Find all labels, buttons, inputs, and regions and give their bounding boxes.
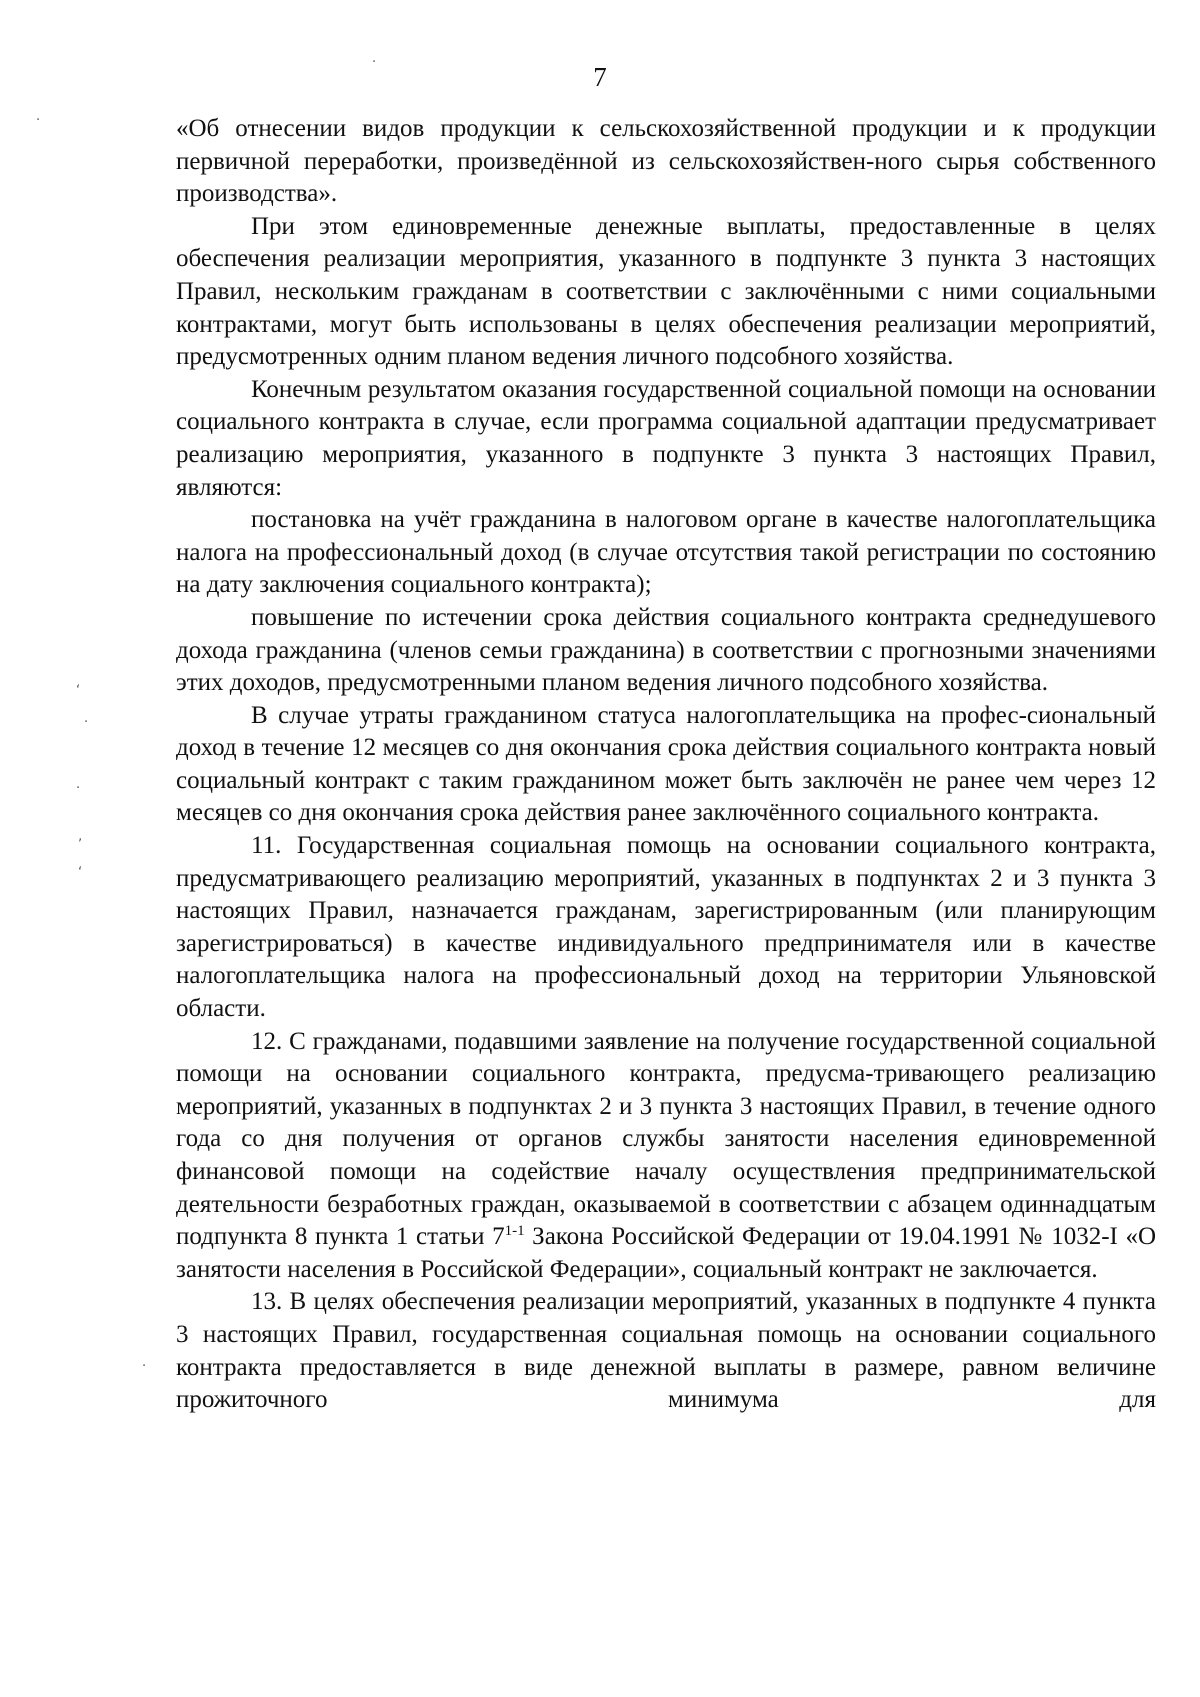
paragraph-lph-funds-use: При этом единовременные денежные выплаты, предоставленные в целях обеспечения реализации мероприятия, указанного в подпункте 3 пункта 3 настоящих Правил, нескольким гражданам в соответствии с заключёнными с ними социальными контрактами, могут быть использованы в целях обеспечения реализации мероприятий, предусмотренных одним планом ведения личного подсобного хозяйства. [176,212,1156,371]
paragraph-item-12-part-b: Закона Российской Федерации от 19.04.1991 № 1032-I «О занятости населения в Российской Федерации», социальный контракт не заключается. [176,1223,1156,1283]
paragraph-final-result: Конечным результатом оказания государственной социальной помощи на основании социального контракта в случае, если программа социальной адаптации предусматривает реализацию мероприятия, указанного в подпункте 3 пункта 3 настоящих Правил, являются: [176,375,1156,501]
paragraph-continuation: «Об отнесении видов продукции к сельскохозяйственной продукции и к продукции первичной переработки, произведённой из сельскохозяйствен-ного сырья собственного производства». [176,115,1156,208]
page-number: 7 [593,62,607,92]
scan-speck: · [76,781,81,796]
scan-speck: ʻ [78,865,83,880]
scan-speck: · [84,715,89,730]
scan-speck: ʼ [78,837,83,852]
paragraph-tax-registration: постановка на учёт гражданина в налоговом органе в качестве налогоплательщика налога на профессиональный доход (в случае отсутствия такой регистрации по состоянию на дату заключения социального контракта); [176,506,1156,599]
document-body [176,113,1156,1417]
paragraph-item-11: 11. Государственная социальная помощь на основании социального контракта, предусматривающего реализацию мероприятий, указанных в подпунктах 2 и 3 пункта 3 настоящих Правил, назначается гражданам, зарегистрированным (или планирующим зарегистрироваться) в качестве индивидуального предпринимателя или в качестве налогоплательщика налога на профессиональный доход на территории Ульяновской области. [176,832,1156,1023]
scan-speck: ʻ [76,683,81,698]
scan-speck: · [36,113,41,128]
paragraph-item-12 [176,1026,1156,1287]
paragraph-status-loss: В случае утраты гражданином статуса налогоплательщика на профес-сиональный доход в течение 12 месяцев со дня окончания срока действия социального контракта новый социальный контракт с таким гражданином может быть заключён не ранее чем через 12 месяцев со дня окончания срока действия ранее заключённого социального контракта. [176,701,1156,827]
paragraph-item-13: 13. В целях обеспечения реализации мероприятий, указанных в подпункте 4 пункта 3 настоящих Правил, государственная социальная помощь на основании социального контракта предоставляется в виде денежной выплаты в размере, равном величине прожиточного минимума для [176,1288,1156,1414]
scan-speck: · [372,55,377,70]
paragraph-income-increase: повышение по истечении срока действия социального контракта среднедушевого дохода гражданина (членов семьи гражданина) в соответствии с прогнозными значениями этих доходов, предусмотренными планом ведения личного подсобного хозяйства. [176,603,1156,697]
article-superscript: 1-1 [504,1223,525,1240]
paragraph-item-12-part-a: 12. С гражданами, подавшими заявление на получение государственной социальной помощи на основании социального контракта, предусма-тривающего реализацию мероприятий, указанных в подпунктах 2 и 3 пункта 3 настоящих Правил, в течение одного года со дня получения от органов службы занятости населения единовременной финансовой помощи на содействие началу осуществления предпринимательской деятельности безработных граждан, оказываемой в соответствии с абзацем одиннадцатым подпункта 8 пункта 1 статьи 7 [176,1027,1156,1251]
scan-speck: · [142,1359,147,1374]
